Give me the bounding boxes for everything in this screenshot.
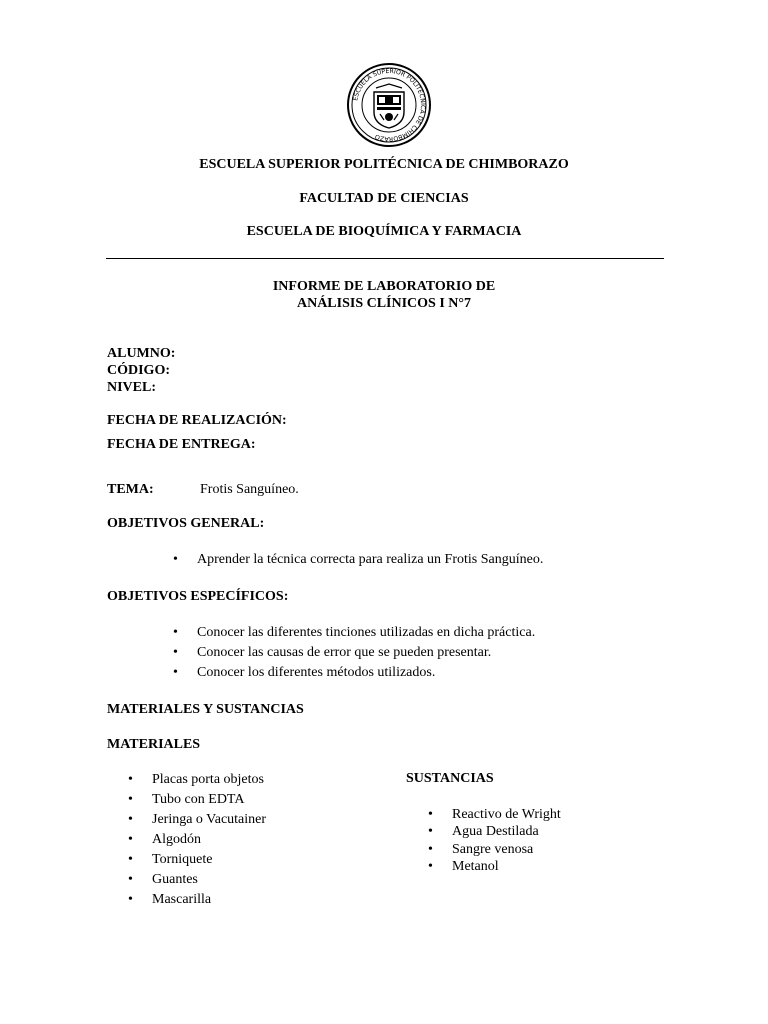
objetivos-general-heading: OBJETIVOS GENERAL: bbox=[107, 516, 265, 531]
tema-value: Frotis Sanguíneo. bbox=[200, 482, 299, 497]
header-divider bbox=[106, 258, 664, 259]
field-fecha-entrega: FECHA DE ENTREGA: bbox=[107, 437, 256, 452]
sustancia-text: Metanol bbox=[452, 859, 499, 874]
bullet-icon: • bbox=[173, 665, 178, 680]
materiales-sustancias-heading: MATERIALES Y SUSTANCIAS bbox=[107, 702, 304, 717]
bullet-icon: • bbox=[173, 552, 178, 567]
bullet-icon: • bbox=[128, 832, 133, 847]
field-nivel: NIVEL: bbox=[107, 380, 157, 395]
material-text: Tubo con EDTA bbox=[152, 792, 245, 807]
field-codigo: CÓDIGO: bbox=[107, 363, 170, 378]
bullet-icon: • bbox=[173, 625, 178, 640]
material-text: Guantes bbox=[152, 872, 198, 887]
bullet-icon: • bbox=[128, 812, 133, 827]
report-title-line1: INFORME DE LABORATORIO DE bbox=[272, 279, 496, 294]
material-text: Mascarilla bbox=[152, 892, 212, 907]
field-fecha-realizacion: FECHA DE REALIZACIÓN: bbox=[107, 413, 287, 428]
material-text: Jeringa o Vacutainer bbox=[152, 812, 267, 827]
material-text: Algodón bbox=[152, 832, 201, 847]
sustancia-text: Reactivo de Wright bbox=[452, 807, 561, 822]
institution-title: ESCUELA SUPERIOR POLITÉCNICA DE CHIMBORAZO bbox=[199, 157, 569, 172]
objetivo-especifico-text: Conocer los diferentes métodos utilizados. bbox=[197, 665, 436, 680]
bullet-icon: • bbox=[428, 824, 433, 839]
bullet-icon: • bbox=[128, 852, 133, 867]
tema-label: TEMA: bbox=[107, 482, 154, 497]
field-alumno: ALUMNO: bbox=[107, 346, 176, 361]
seal-text: ESCUELA SUPERIOR POLITÉCNICA DE CHIMBORAZO bbox=[352, 67, 427, 143]
bullet-icon: • bbox=[428, 807, 433, 822]
bullet-icon: • bbox=[128, 872, 133, 887]
bullet-icon: • bbox=[128, 772, 133, 787]
bullet-icon: • bbox=[428, 859, 433, 874]
university-seal-logo bbox=[346, 62, 432, 148]
faculty-title: FACULTAD DE CIENCIAS bbox=[299, 191, 469, 206]
materiales-heading: MATERIALES bbox=[107, 737, 201, 752]
bullet-icon: • bbox=[173, 645, 178, 660]
report-title-line2: ANÁLISIS CLÍNICOS I N°7 bbox=[296, 296, 472, 311]
objetivo-general-text: Aprender la técnica correcta para realiza un Frotis Sanguíneo. bbox=[197, 552, 544, 567]
objetivos-especificos-heading: OBJETIVOS ESPECÍFICOS: bbox=[107, 589, 289, 604]
objetivo-especifico-text: Conocer las diferentes tinciones utilizadas en dicha práctica. bbox=[197, 625, 536, 640]
bullet-icon: • bbox=[128, 892, 133, 907]
objetivo-especifico-text: Conocer las causas de error que se pueden presentar. bbox=[197, 645, 492, 660]
sustancias-heading: SUSTANCIAS bbox=[406, 771, 494, 786]
sustancia-text: Agua Destilada bbox=[452, 824, 539, 839]
bullet-icon: • bbox=[128, 792, 133, 807]
bullet-icon: • bbox=[428, 842, 433, 857]
material-text: Placas porta objetos bbox=[152, 772, 264, 787]
school-title: ESCUELA DE BIOQUÍMICA Y FARMACIA bbox=[246, 224, 522, 239]
sustancia-text: Sangre venosa bbox=[452, 842, 534, 857]
material-text: Torniquete bbox=[152, 852, 213, 867]
